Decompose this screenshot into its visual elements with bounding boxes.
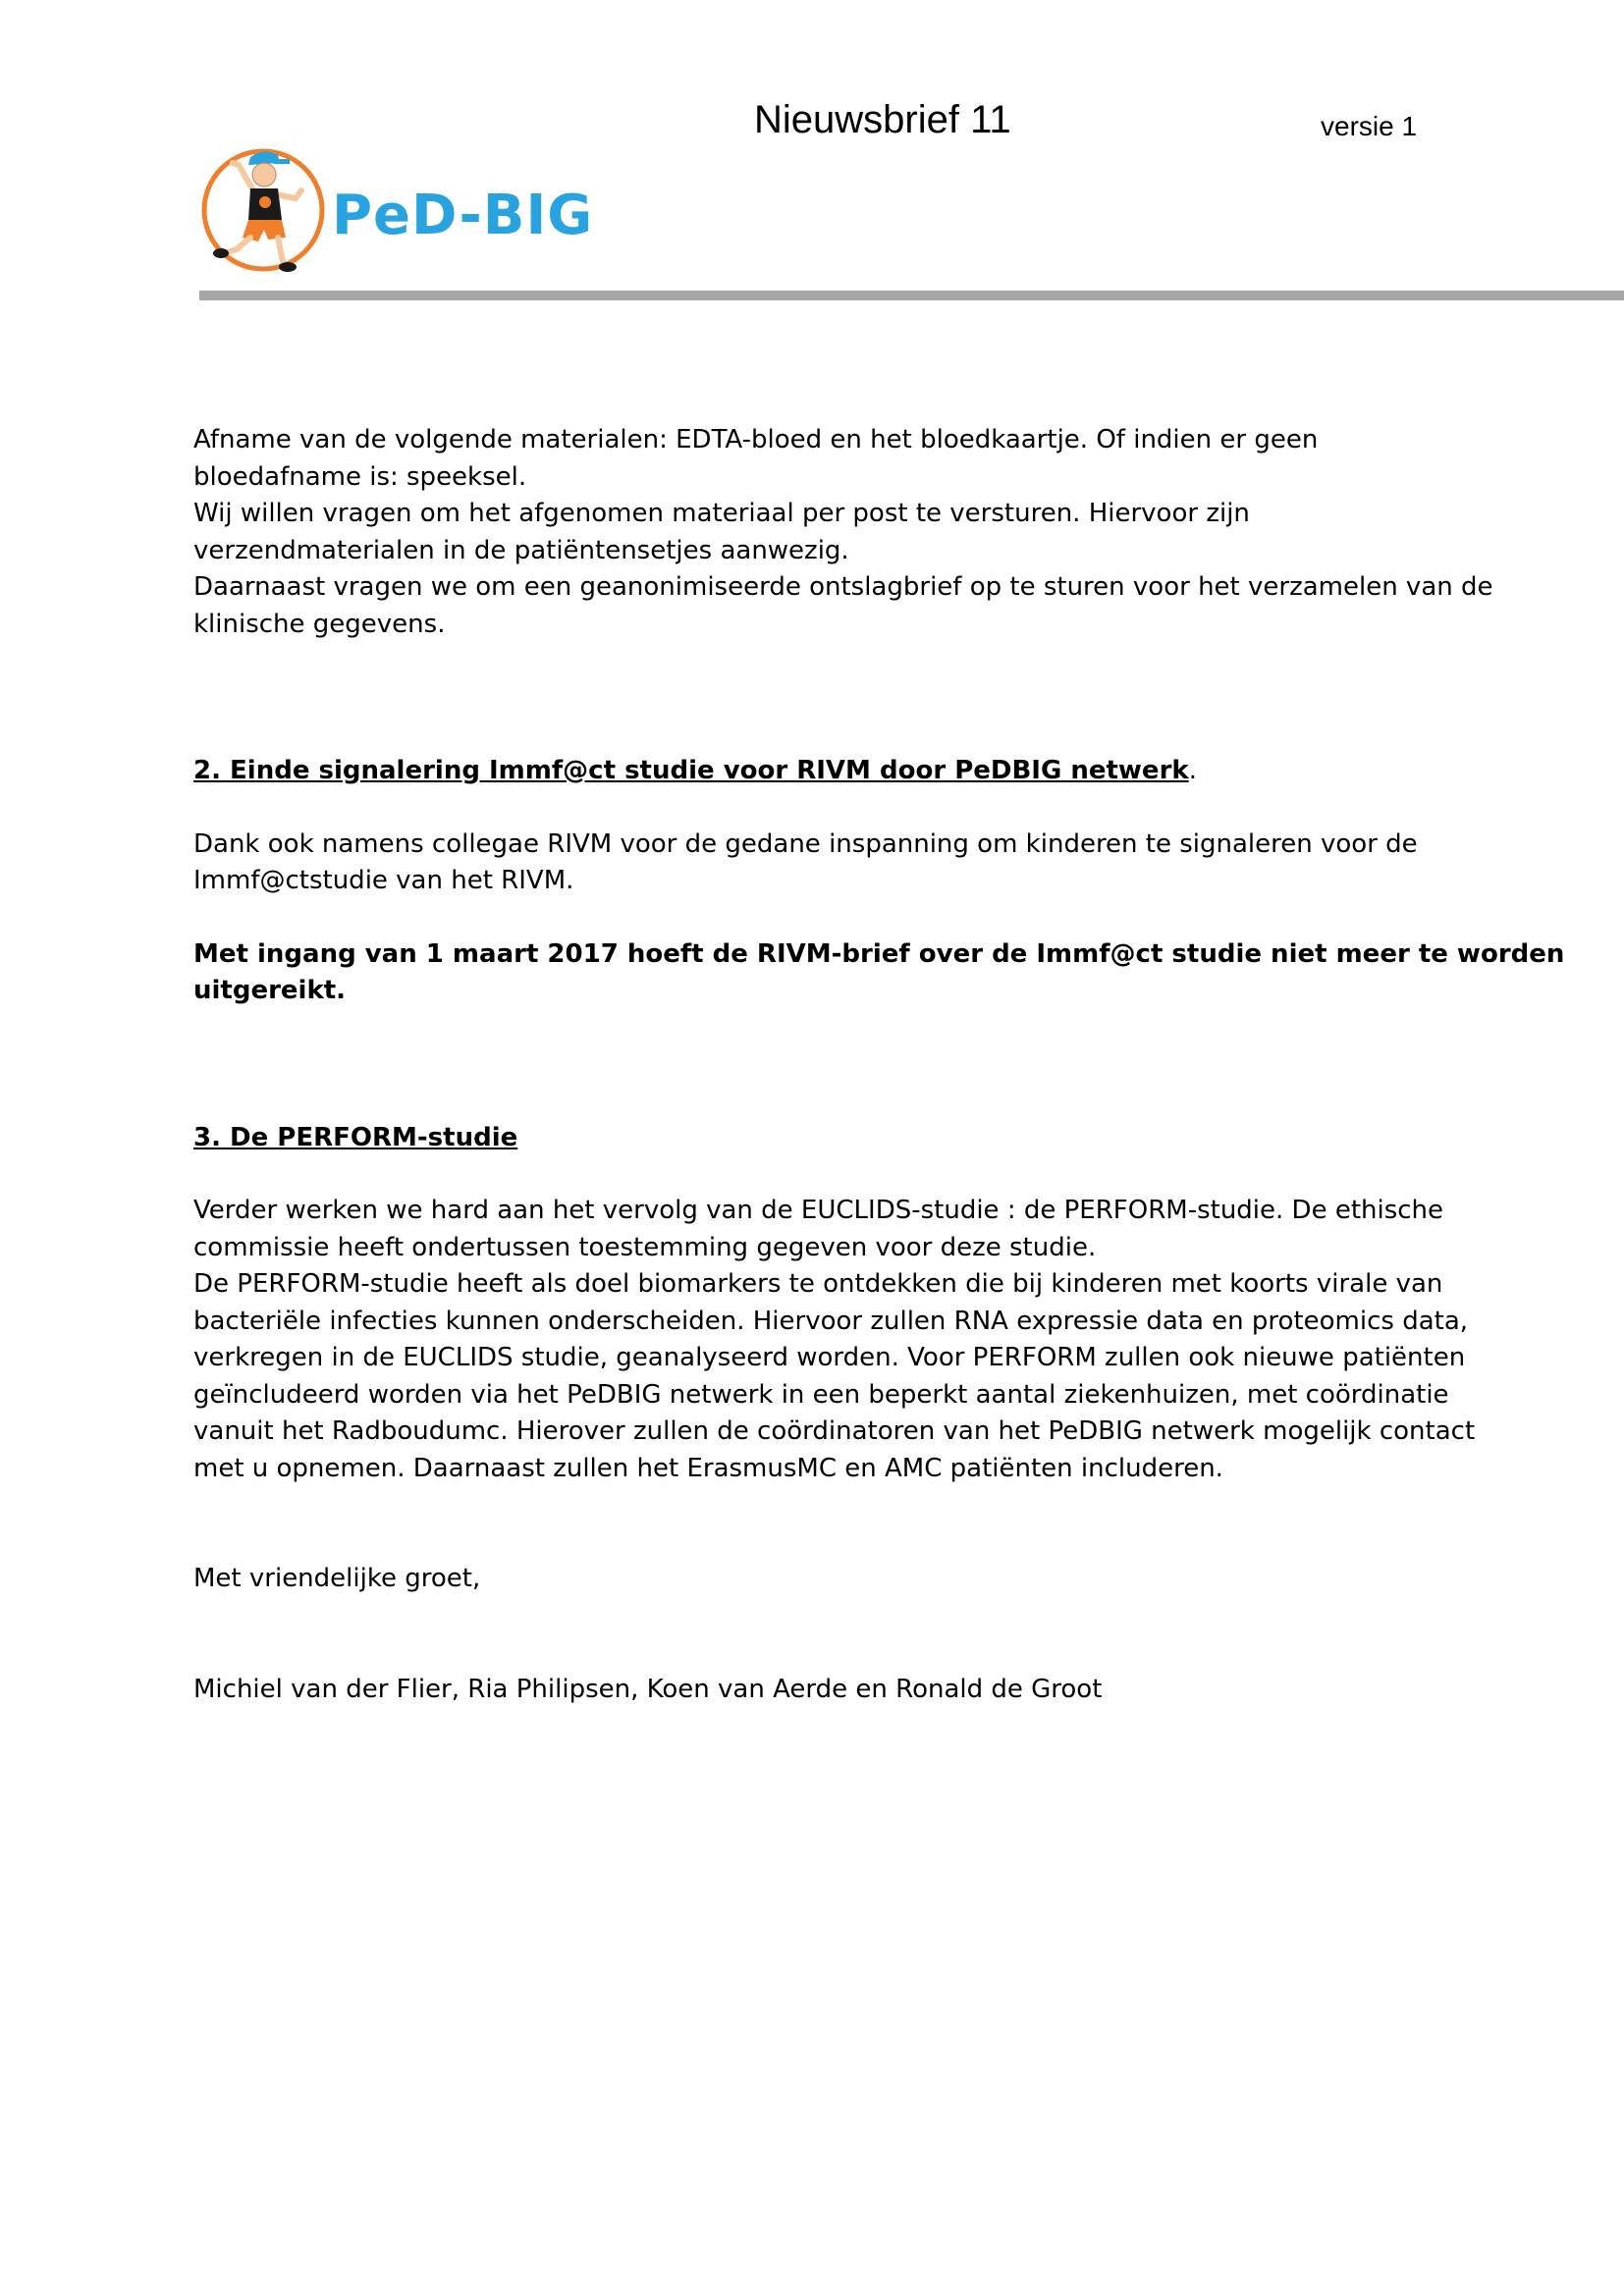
closing-greeting: Met vriendelijke groet, — [193, 1564, 481, 1593]
text-line: klinische gegevens. — [193, 609, 446, 639]
text-line: vanuit het Radboudumc. Hierover zullen de coördinatoren van het PeDBIG netwerk mogelijk contact — [193, 1416, 1476, 1446]
version-label: versie 1 — [1321, 111, 1418, 141]
text-line: Met ingang van 1 maart 2017 hoeft de RIVM-brief over de Immf@ct studie niet meer te worden — [193, 938, 1565, 969]
signatories: Michiel van der Flier, Ria Philipsen, Koen van Aerde en Ronald de Groot — [193, 1674, 1103, 1704]
text-line: bloedafname is: speeksel. — [193, 461, 527, 492]
document-body — [193, 422, 1565, 1708]
text-line: Immf@ctstudie van het RIVM. — [193, 866, 574, 895]
section-2-heading — [193, 753, 1470, 790]
text-line: Afname van de volgende materialen: EDTA-bloed en het bloedkaartje. Of indien er geen — [193, 425, 1319, 454]
section-3-heading — [193, 1120, 1470, 1157]
intro-paragraph — [193, 422, 1493, 643]
child-mascot-icon — [199, 143, 327, 281]
section-3-heading-text: 3. De PERFORM-studie — [193, 1122, 518, 1152]
section-2-heading-text: 2. Einde signalering Immf@ct studie voor RIVM door PeDBIG netwerk — [193, 756, 1189, 785]
page-title: Nieuwsbrief 11 — [754, 98, 1011, 141]
text-line: Daarnaast vragen we om een geanonimiseerde ontslagbrief op te sturen voor het verzamelen van de — [193, 572, 1493, 602]
text-line: Dank ook namens collegae RIVM voor de gedane inspanning om kinderen te signaleren voor de — [193, 828, 1418, 859]
text-line: Verder werken we hard aan het vervolg van de EUCLIDS-studie : de PERFORM-studie. De ethische — [193, 1196, 1444, 1225]
header-divider — [199, 291, 1624, 300]
text-line: uitgereikt. — [193, 976, 347, 1005]
text-line: met u opnemen. Daarnaast zullen het ErasmusMC en AMC patiënten includeren. — [193, 1453, 1223, 1483]
text-line: De PERFORM-studie heeft als doel biomarkers te ontdekken die bij kinderen met koorts virale van — [193, 1269, 1443, 1299]
section-2-heading-suffix: . — [1188, 756, 1197, 785]
pedbig-logo — [199, 143, 594, 281]
text-line: verkregen in de EUCLIDS studie, geanalyseerd worden. Voor PERFORM zullen ook nieuwe patiënten — [193, 1343, 1466, 1372]
text-line: Wij willen vragen om het afgenomen materiaal per post te versturen. Hiervoor zijn — [193, 499, 1250, 528]
section-2-paragraph — [193, 827, 1470, 900]
text-line: verzendmaterialen in de patiëntensetjes aanwezig. — [193, 535, 849, 565]
logo-text: PeD-BIG — [332, 184, 594, 247]
text-line: commissie heeft ondertussen toestemming gegeven voor deze studie. — [193, 1232, 1097, 1262]
section-2-notice — [193, 936, 1565, 1010]
text-line: bacteriële infecties kunnen onderscheiden. Hiervoor zullen RNA expressie data en proteomics data, — [193, 1306, 1469, 1336]
section-3-paragraph — [193, 1193, 1476, 1487]
text-line: geïncludeerd worden via het PeDBIG netwerk in een beperkt aantal ziekenhuizen, met coördinatie — [193, 1379, 1449, 1410]
